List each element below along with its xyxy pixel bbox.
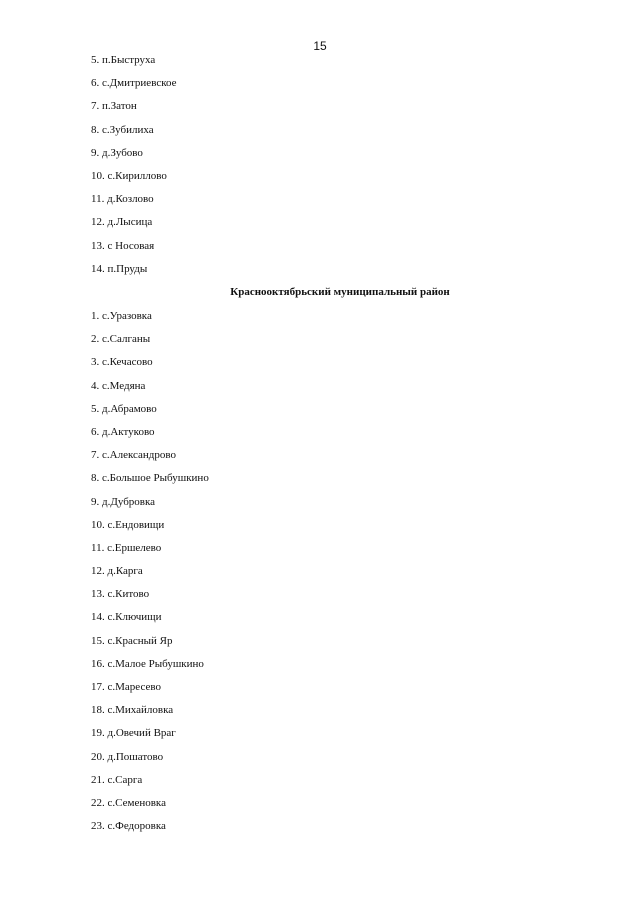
list-item: 17. с.Маресево (91, 681, 161, 693)
list-item: 20. д.Пошатово (91, 750, 164, 763)
list-item: 10. с.Ендовищи (91, 518, 165, 531)
list-item: 21. с.Сарга (91, 773, 143, 786)
list-item: 14. п.Пруды (91, 262, 148, 275)
list-item: 6. д.Актуково (91, 425, 155, 438)
list-item: 12. д.Лысица (91, 216, 153, 229)
list-item: 8. с.Большое Рыбушкино (91, 472, 209, 485)
list-item: 12. д.Карга (91, 565, 143, 578)
list-item: 23. с.Федоровка (91, 820, 166, 833)
list-item: 1. с.Уразовка (91, 310, 152, 322)
list-item: 2. с.Салганы (91, 333, 151, 346)
list-item: 6. с.Дмитриевское (91, 77, 177, 90)
list-item: 4. с.Медяна (91, 379, 146, 392)
list-item: 22. с.Семеновка (91, 796, 166, 809)
list-item: 18. с.Михайловка (91, 704, 174, 717)
list-item: 5. д.Абрамово (91, 402, 157, 415)
list-item: 7. п.Затон (91, 100, 137, 113)
list-item: 13. с.Китово (91, 588, 150, 601)
list-item: 9. д.Дубровка (91, 495, 156, 508)
list-item: 13. с Носовая (91, 239, 155, 252)
section-heading: Краснооктябрьский муниципальный район (230, 286, 450, 298)
list-item: 7. с.Александрово (91, 449, 177, 462)
list-item: 19. д.Овечий Враг (91, 727, 176, 740)
page-number: 15 (313, 39, 327, 53)
list-item: 5. п.Быструха (91, 54, 156, 66)
list-item: 14. с.Ключищи (91, 611, 162, 624)
list-item: 15. с.Красный Яр (91, 634, 173, 647)
list-item: 11. с.Ершелево (91, 541, 162, 554)
settlement-list-bottom (91, 309, 209, 842)
list-item: 11. д.Козлово (91, 193, 154, 206)
list-item: 10. с.Кириллово (91, 169, 167, 182)
list-item: 16. с.Малое Рыбушкино (91, 657, 204, 670)
list-item: 3. с.Кечасово (91, 356, 153, 369)
list-item: 8. с.Зубилиха (91, 123, 154, 136)
settlement-list-top (91, 53, 177, 285)
list-item: 9. д.Зубово (91, 146, 143, 159)
